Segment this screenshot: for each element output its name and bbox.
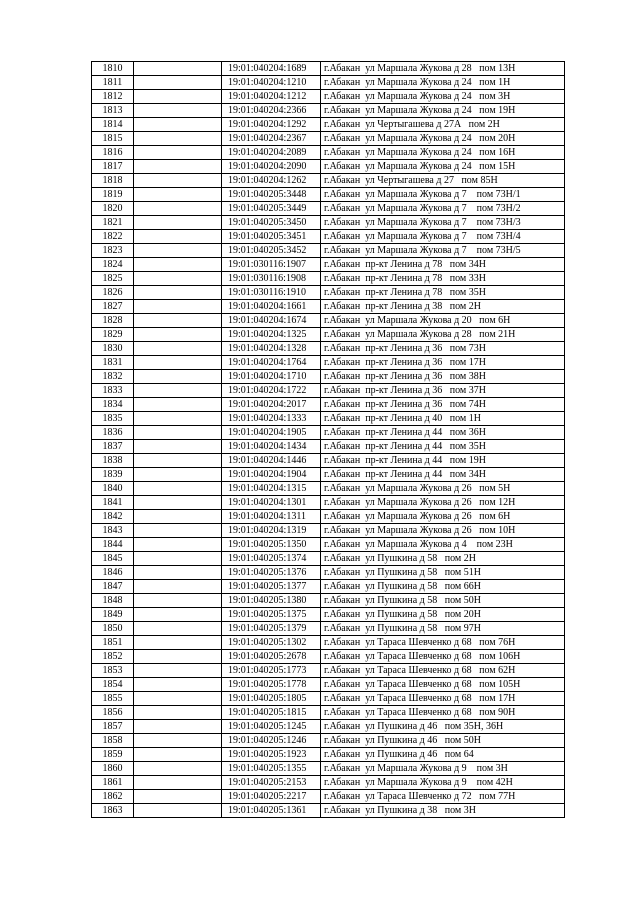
cadastral-number-cell: 19:01:040205:3449 bbox=[222, 202, 321, 216]
address-cell: г.Абакан ул Маршала Жукова д 7 пом 73Н/5 bbox=[321, 244, 565, 258]
row-number-cell: 1837 bbox=[92, 440, 134, 454]
empty-cell bbox=[134, 356, 222, 370]
cadastral-number-cell: 19:01:040204:1446 bbox=[222, 454, 321, 468]
empty-cell bbox=[134, 510, 222, 524]
cadastral-number-cell: 19:01:040204:1904 bbox=[222, 468, 321, 482]
row-number-cell: 1860 bbox=[92, 762, 134, 776]
row-number-cell: 1861 bbox=[92, 776, 134, 790]
row-number-cell: 1823 bbox=[92, 244, 134, 258]
address-cell: г.Абакан ул Маршала Жукова д 24 пом 1Н bbox=[321, 76, 565, 90]
table-row bbox=[92, 720, 565, 734]
table-row bbox=[92, 62, 565, 76]
row-number-cell: 1827 bbox=[92, 300, 134, 314]
property-registry-table bbox=[91, 61, 565, 818]
table-row bbox=[92, 804, 565, 818]
row-number-cell: 1859 bbox=[92, 748, 134, 762]
empty-cell bbox=[134, 804, 222, 818]
empty-cell bbox=[134, 776, 222, 790]
address-cell: г.Абакан ул Маршала Жукова д 9 пом 3Н bbox=[321, 762, 565, 776]
address-cell: г.Абакан ул Маршала Жукова д 24 пом 20Н bbox=[321, 132, 565, 146]
address-cell: г.Абакан ул Пушкина д 58 пом 20Н bbox=[321, 608, 565, 622]
row-number-cell: 1839 bbox=[92, 468, 134, 482]
address-cell: г.Абакан ул Тараса Шевченко д 68 пом 90Н bbox=[321, 706, 565, 720]
address-cell: г.Абакан пр-кт Ленина д 44 пом 19Н bbox=[321, 454, 565, 468]
row-number-cell: 1843 bbox=[92, 524, 134, 538]
empty-cell bbox=[134, 734, 222, 748]
row-number-cell: 1856 bbox=[92, 706, 134, 720]
cadastral-number-cell: 19:01:030116:1910 bbox=[222, 286, 321, 300]
empty-cell bbox=[134, 468, 222, 482]
table-row bbox=[92, 552, 565, 566]
empty-cell bbox=[134, 398, 222, 412]
row-number-cell: 1857 bbox=[92, 720, 134, 734]
cadastral-number-cell: 19:01:040204:1333 bbox=[222, 412, 321, 426]
table-row bbox=[92, 216, 565, 230]
address-cell: г.Абакан ул Маршала Жукова д 7 пом 73Н/4 bbox=[321, 230, 565, 244]
cadastral-number-cell: 19:01:040205:1245 bbox=[222, 720, 321, 734]
cadastral-number-cell: 19:01:040205:1376 bbox=[222, 566, 321, 580]
address-cell: г.Абакан ул Пушкина д 58 пом 51Н bbox=[321, 566, 565, 580]
table-row bbox=[92, 160, 565, 174]
cadastral-number-cell: 19:01:040205:1361 bbox=[222, 804, 321, 818]
cadastral-number-cell: 19:01:040205:1379 bbox=[222, 622, 321, 636]
row-number-cell: 1820 bbox=[92, 202, 134, 216]
empty-cell bbox=[134, 118, 222, 132]
table-row bbox=[92, 342, 565, 356]
address-cell: г.Абакан ул Пушкина д 46 пом 35Н, 36Н bbox=[321, 720, 565, 734]
table-row bbox=[92, 734, 565, 748]
row-number-cell: 1855 bbox=[92, 692, 134, 706]
empty-cell bbox=[134, 636, 222, 650]
table-row bbox=[92, 524, 565, 538]
row-number-cell: 1840 bbox=[92, 482, 134, 496]
address-cell: г.Абакан ул Маршала Жукова д 20 пом 6Н bbox=[321, 314, 565, 328]
cadastral-number-cell: 19:01:040205:1374 bbox=[222, 552, 321, 566]
row-number-cell: 1852 bbox=[92, 650, 134, 664]
cadastral-number-cell: 19:01:040204:1722 bbox=[222, 384, 321, 398]
row-number-cell: 1834 bbox=[92, 398, 134, 412]
table-row bbox=[92, 90, 565, 104]
empty-cell bbox=[134, 664, 222, 678]
table-row bbox=[92, 510, 565, 524]
empty-cell bbox=[134, 496, 222, 510]
row-number-cell: 1844 bbox=[92, 538, 134, 552]
empty-cell bbox=[134, 132, 222, 146]
empty-cell bbox=[134, 426, 222, 440]
row-number-cell: 1858 bbox=[92, 734, 134, 748]
cadastral-number-cell: 19:01:040204:1905 bbox=[222, 426, 321, 440]
cadastral-number-cell: 19:01:040205:3448 bbox=[222, 188, 321, 202]
cadastral-number-cell: 19:01:040205:1923 bbox=[222, 748, 321, 762]
address-cell: г.Абакан ул Маршала Жукова д 24 пом 3Н bbox=[321, 90, 565, 104]
row-number-cell: 1845 bbox=[92, 552, 134, 566]
empty-cell bbox=[134, 608, 222, 622]
table-row bbox=[92, 790, 565, 804]
address-cell: г.Абакан ул Маршала Жукова д 26 пом 6Н bbox=[321, 510, 565, 524]
table-row bbox=[92, 678, 565, 692]
address-cell: г.Абакан ул Маршала Жукова д 4 пом 23Н bbox=[321, 538, 565, 552]
address-cell: г.Абакан ул Маршала Жукова д 7 пом 73Н/1 bbox=[321, 188, 565, 202]
address-cell: г.Абакан ул Пушкина д 58 пом 50Н bbox=[321, 594, 565, 608]
row-number-cell: 1833 bbox=[92, 384, 134, 398]
table-row bbox=[92, 272, 565, 286]
cadastral-number-cell: 19:01:040204:1689 bbox=[222, 62, 321, 76]
cadastral-number-cell: 19:01:040205:2153 bbox=[222, 776, 321, 790]
empty-cell bbox=[134, 482, 222, 496]
cadastral-number-cell: 19:01:040204:2090 bbox=[222, 160, 321, 174]
cadastral-number-cell: 19:01:040205:1246 bbox=[222, 734, 321, 748]
empty-cell bbox=[134, 258, 222, 272]
row-number-cell: 1818 bbox=[92, 174, 134, 188]
cadastral-number-cell: 19:01:040205:2678 bbox=[222, 650, 321, 664]
empty-cell bbox=[134, 622, 222, 636]
table-row bbox=[92, 482, 565, 496]
empty-cell bbox=[134, 300, 222, 314]
row-number-cell: 1847 bbox=[92, 580, 134, 594]
address-cell: г.Абакан ул Тараса Шевченко д 68 пом 62Н bbox=[321, 664, 565, 678]
table-row bbox=[92, 356, 565, 370]
address-cell: г.Абакан ул Маршала Жукова д 26 пом 10Н bbox=[321, 524, 565, 538]
table-row bbox=[92, 328, 565, 342]
address-cell: г.Абакан пр-кт Ленина д 78 пом 33Н bbox=[321, 272, 565, 286]
cadastral-number-cell: 19:01:040205:3450 bbox=[222, 216, 321, 230]
cadastral-number-cell: 19:01:040204:2366 bbox=[222, 104, 321, 118]
row-number-cell: 1829 bbox=[92, 328, 134, 342]
table-row bbox=[92, 762, 565, 776]
address-cell: г.Абакан пр-кт Ленина д 44 пом 35Н bbox=[321, 440, 565, 454]
table-row bbox=[92, 748, 565, 762]
table-row bbox=[92, 594, 565, 608]
address-cell: г.Абакан ул Тараса Шевченко д 68 пом 106Н bbox=[321, 650, 565, 664]
address-cell: г.Абакан пр-кт Ленина д 40 пом 1Н bbox=[321, 412, 565, 426]
row-number-cell: 1854 bbox=[92, 678, 134, 692]
empty-cell bbox=[134, 440, 222, 454]
table-row bbox=[92, 454, 565, 468]
table-row bbox=[92, 608, 565, 622]
empty-cell bbox=[134, 314, 222, 328]
address-cell: г.Абакан ул Тараса Шевченко д 72 пом 77Н bbox=[321, 790, 565, 804]
row-number-cell: 1819 bbox=[92, 188, 134, 202]
table-row bbox=[92, 580, 565, 594]
table-row bbox=[92, 468, 565, 482]
table-row bbox=[92, 650, 565, 664]
cadastral-number-cell: 19:01:040205:3451 bbox=[222, 230, 321, 244]
empty-cell bbox=[134, 580, 222, 594]
empty-cell bbox=[134, 146, 222, 160]
table-row bbox=[92, 104, 565, 118]
row-number-cell: 1830 bbox=[92, 342, 134, 356]
address-cell: г.Абакан ул Тараса Шевченко д 68 пом 17Н bbox=[321, 692, 565, 706]
empty-cell bbox=[134, 202, 222, 216]
row-number-cell: 1851 bbox=[92, 636, 134, 650]
cadastral-number-cell: 19:01:040205:1778 bbox=[222, 678, 321, 692]
row-number-cell: 1849 bbox=[92, 608, 134, 622]
empty-cell bbox=[134, 650, 222, 664]
cadastral-number-cell: 19:01:040205:3452 bbox=[222, 244, 321, 258]
address-cell: г.Абакан ул Маршала Жукова д 24 пом 19Н bbox=[321, 104, 565, 118]
empty-cell bbox=[134, 188, 222, 202]
empty-cell bbox=[134, 230, 222, 244]
row-number-cell: 1821 bbox=[92, 216, 134, 230]
cadastral-number-cell: 19:01:040205:1377 bbox=[222, 580, 321, 594]
empty-cell bbox=[134, 244, 222, 258]
row-number-cell: 1815 bbox=[92, 132, 134, 146]
address-cell: г.Абакан ул Пушкина д 58 пом 97Н bbox=[321, 622, 565, 636]
table-row bbox=[92, 426, 565, 440]
empty-cell bbox=[134, 538, 222, 552]
address-cell: г.Абакан ул Маршала Жукова д 7 пом 73Н/3 bbox=[321, 216, 565, 230]
table-row bbox=[92, 146, 565, 160]
row-number-cell: 1826 bbox=[92, 286, 134, 300]
table-row bbox=[92, 664, 565, 678]
cadastral-number-cell: 19:01:040204:2017 bbox=[222, 398, 321, 412]
table-row bbox=[92, 398, 565, 412]
empty-cell bbox=[134, 552, 222, 566]
empty-cell bbox=[134, 678, 222, 692]
row-number-cell: 1828 bbox=[92, 314, 134, 328]
cadastral-number-cell: 19:01:040205:1805 bbox=[222, 692, 321, 706]
row-number-cell: 1824 bbox=[92, 258, 134, 272]
address-cell: г.Абакан пр-кт Ленина д 36 пом 74Н bbox=[321, 398, 565, 412]
cadastral-number-cell: 19:01:040204:1292 bbox=[222, 118, 321, 132]
row-number-cell: 1817 bbox=[92, 160, 134, 174]
row-number-cell: 1811 bbox=[92, 76, 134, 90]
table-row bbox=[92, 118, 565, 132]
address-cell: г.Абакан ул Маршала Жукова д 28 пом 13Н bbox=[321, 62, 565, 76]
table-row bbox=[92, 440, 565, 454]
table-row bbox=[92, 636, 565, 650]
table-row bbox=[92, 706, 565, 720]
row-number-cell: 1842 bbox=[92, 510, 134, 524]
empty-cell bbox=[134, 384, 222, 398]
row-number-cell: 1816 bbox=[92, 146, 134, 160]
empty-cell bbox=[134, 720, 222, 734]
table-row bbox=[92, 314, 565, 328]
table-row bbox=[92, 566, 565, 580]
row-number-cell: 1841 bbox=[92, 496, 134, 510]
address-cell: г.Абакан ул Пушкина д 46 пом 50Н bbox=[321, 734, 565, 748]
cadastral-number-cell: 19:01:040204:1661 bbox=[222, 300, 321, 314]
table-row bbox=[92, 244, 565, 258]
table-row bbox=[92, 286, 565, 300]
address-cell: г.Абакан пр-кт Ленина д 44 пом 34Н bbox=[321, 468, 565, 482]
cadastral-number-cell: 19:01:040204:1315 bbox=[222, 482, 321, 496]
address-cell: г.Абакан ул Тараса Шевченко д 68 пом 76Н bbox=[321, 636, 565, 650]
table-row bbox=[92, 692, 565, 706]
row-number-cell: 1848 bbox=[92, 594, 134, 608]
empty-cell bbox=[134, 62, 222, 76]
cadastral-number-cell: 19:01:040204:1434 bbox=[222, 440, 321, 454]
address-cell: г.Абакан ул Пушкина д 58 пом 66Н bbox=[321, 580, 565, 594]
table-row bbox=[92, 622, 565, 636]
table-row bbox=[92, 412, 565, 426]
empty-cell bbox=[134, 272, 222, 286]
empty-cell bbox=[134, 104, 222, 118]
empty-cell bbox=[134, 790, 222, 804]
table-row bbox=[92, 188, 565, 202]
empty-cell bbox=[134, 748, 222, 762]
cadastral-number-cell: 19:01:040204:1328 bbox=[222, 342, 321, 356]
empty-cell bbox=[134, 594, 222, 608]
table-row bbox=[92, 202, 565, 216]
empty-cell bbox=[134, 216, 222, 230]
cadastral-number-cell: 19:01:040205:1815 bbox=[222, 706, 321, 720]
row-number-cell: 1846 bbox=[92, 566, 134, 580]
row-number-cell: 1822 bbox=[92, 230, 134, 244]
empty-cell bbox=[134, 370, 222, 384]
cadastral-number-cell: 19:01:040204:1212 bbox=[222, 90, 321, 104]
row-number-cell: 1812 bbox=[92, 90, 134, 104]
table-row bbox=[92, 300, 565, 314]
address-cell: г.Абакан пр-кт Ленина д 36 пом 17Н bbox=[321, 356, 565, 370]
cadastral-number-cell: 19:01:040204:1311 bbox=[222, 510, 321, 524]
address-cell: г.Абакан ул Маршала Жукова д 7 пом 73Н/2 bbox=[321, 202, 565, 216]
row-number-cell: 1832 bbox=[92, 370, 134, 384]
address-cell: г.Абакан ул Маршала Жукова д 24 пом 16Н bbox=[321, 146, 565, 160]
cadastral-number-cell: 19:01:040204:1710 bbox=[222, 370, 321, 384]
cadastral-number-cell: 19:01:040205:1302 bbox=[222, 636, 321, 650]
empty-cell bbox=[134, 90, 222, 104]
empty-cell bbox=[134, 762, 222, 776]
cadastral-number-cell: 19:01:040204:1210 bbox=[222, 76, 321, 90]
table-row bbox=[92, 76, 565, 90]
cadastral-number-cell: 19:01:040205:1380 bbox=[222, 594, 321, 608]
cadastral-number-cell: 19:01:040204:2367 bbox=[222, 132, 321, 146]
empty-cell bbox=[134, 524, 222, 538]
table-row bbox=[92, 776, 565, 790]
row-number-cell: 1825 bbox=[92, 272, 134, 286]
registry-table-body bbox=[92, 62, 565, 818]
address-cell: г.Абакан ул Пушкина д 38 пом 3Н bbox=[321, 804, 565, 818]
cadastral-number-cell: 19:01:040204:1301 bbox=[222, 496, 321, 510]
cadastral-number-cell: 19:01:040205:2217 bbox=[222, 790, 321, 804]
empty-cell bbox=[134, 454, 222, 468]
cadastral-number-cell: 19:01:040204:1262 bbox=[222, 174, 321, 188]
address-cell: г.Абакан ул Чертыгашева д 27 пом 85Н bbox=[321, 174, 565, 188]
empty-cell bbox=[134, 328, 222, 342]
empty-cell bbox=[134, 706, 222, 720]
row-number-cell: 1863 bbox=[92, 804, 134, 818]
row-number-cell: 1810 bbox=[92, 62, 134, 76]
empty-cell bbox=[134, 160, 222, 174]
address-cell: г.Абакан ул Тараса Шевченко д 68 пом 105Н bbox=[321, 678, 565, 692]
address-cell: г.Абакан ул Чертыгашева д 27А пом 2Н bbox=[321, 118, 565, 132]
cadastral-number-cell: 19:01:040204:1764 bbox=[222, 356, 321, 370]
cadastral-number-cell: 19:01:040205:1773 bbox=[222, 664, 321, 678]
table-row bbox=[92, 132, 565, 146]
cadastral-number-cell: 19:01:030116:1908 bbox=[222, 272, 321, 286]
row-number-cell: 1836 bbox=[92, 426, 134, 440]
address-cell: г.Абакан ул Пушкина д 58 пом 2Н bbox=[321, 552, 565, 566]
empty-cell bbox=[134, 174, 222, 188]
row-number-cell: 1862 bbox=[92, 790, 134, 804]
address-cell: г.Абакан ул Маршала Жукова д 28 пом 21Н bbox=[321, 328, 565, 342]
address-cell: г.Абакан пр-кт Ленина д 78 пом 34Н bbox=[321, 258, 565, 272]
cadastral-number-cell: 19:01:040205:1375 bbox=[222, 608, 321, 622]
cadastral-number-cell: 19:01:040205:1355 bbox=[222, 762, 321, 776]
cadastral-number-cell: 19:01:040204:1325 bbox=[222, 328, 321, 342]
empty-cell bbox=[134, 342, 222, 356]
row-number-cell: 1814 bbox=[92, 118, 134, 132]
cadastral-number-cell: 19:01:040204:1319 bbox=[222, 524, 321, 538]
cadastral-number-cell: 19:01:030116:1907 bbox=[222, 258, 321, 272]
empty-cell bbox=[134, 286, 222, 300]
address-cell: г.Абакан пр-кт Ленина д 36 пом 73Н bbox=[321, 342, 565, 356]
table-row bbox=[92, 258, 565, 272]
address-cell: г.Абакан пр-кт Ленина д 78 пом 35Н bbox=[321, 286, 565, 300]
empty-cell bbox=[134, 566, 222, 580]
address-cell: г.Абакан пр-кт Ленина д 44 пом 36Н bbox=[321, 426, 565, 440]
table-row bbox=[92, 496, 565, 510]
row-number-cell: 1850 bbox=[92, 622, 134, 636]
cadastral-number-cell: 19:01:040205:1350 bbox=[222, 538, 321, 552]
address-cell: г.Абакан ул Маршала Жукова д 24 пом 15Н bbox=[321, 160, 565, 174]
table-row bbox=[92, 538, 565, 552]
address-cell: г.Абакан пр-кт Ленина д 36 пом 38Н bbox=[321, 370, 565, 384]
row-number-cell: 1853 bbox=[92, 664, 134, 678]
empty-cell bbox=[134, 76, 222, 90]
row-number-cell: 1838 bbox=[92, 454, 134, 468]
table-row bbox=[92, 174, 565, 188]
address-cell: г.Абакан ул Маршала Жукова д 9 пом 42Н bbox=[321, 776, 565, 790]
table-row bbox=[92, 370, 565, 384]
cadastral-number-cell: 19:01:040204:2089 bbox=[222, 146, 321, 160]
row-number-cell: 1831 bbox=[92, 356, 134, 370]
address-cell: г.Абакан ул Пушкина д 46 пом 64 bbox=[321, 748, 565, 762]
address-cell: г.Абакан ул Маршала Жукова д 26 пом 12Н bbox=[321, 496, 565, 510]
row-number-cell: 1835 bbox=[92, 412, 134, 426]
table-row bbox=[92, 384, 565, 398]
row-number-cell: 1813 bbox=[92, 104, 134, 118]
table-row bbox=[92, 230, 565, 244]
address-cell: г.Абакан ул Маршала Жукова д 26 пом 5Н bbox=[321, 482, 565, 496]
empty-cell bbox=[134, 412, 222, 426]
empty-cell bbox=[134, 692, 222, 706]
cadastral-number-cell: 19:01:040204:1674 bbox=[222, 314, 321, 328]
address-cell: г.Абакан пр-кт Ленина д 36 пом 37Н bbox=[321, 384, 565, 398]
address-cell: г.Абакан пр-кт Ленина д 38 пом 2Н bbox=[321, 300, 565, 314]
